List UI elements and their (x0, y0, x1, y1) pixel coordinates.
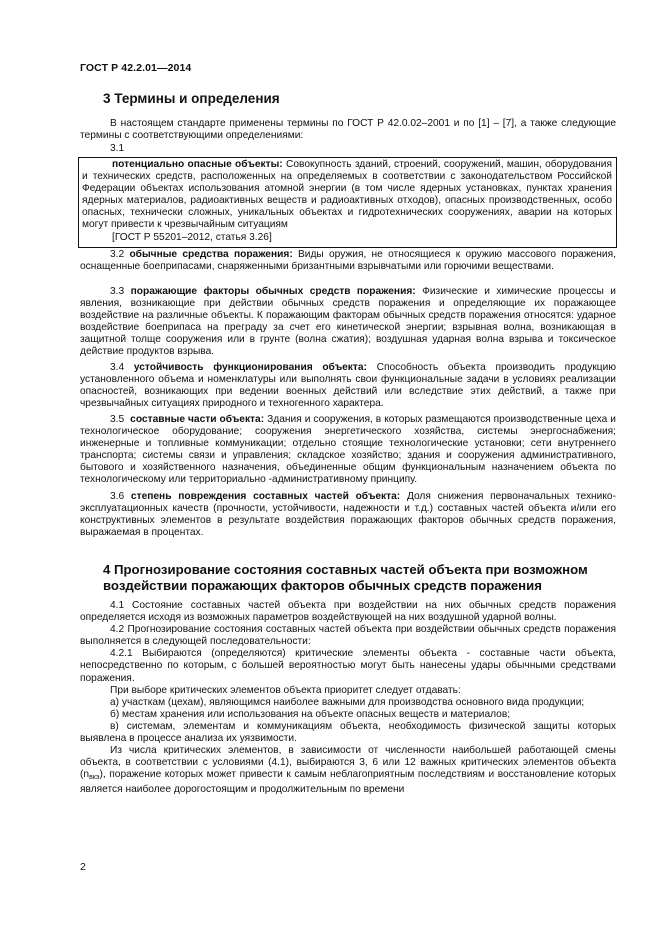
term-3-4-number: 3.4 (110, 362, 125, 373)
term-3-6-number: 3.6 (110, 491, 125, 502)
term-3-4-term: устойчивость функционирования объекта: (133, 362, 367, 373)
document-header: ГОСТ Р 42.2.01—2014 (80, 62, 192, 74)
paragraph-4-2-1: 4.2.1 Выбираются (определяются) критические элементы объекта - составные части объекта, непосредственно по которым, с большей вероятностью могут быть нанесены удары обычными средствами поражения. (80, 648, 616, 684)
term-3-3-definition: Физические и химические процессы и явления, возникающие при действии обычных средств поражения и определяющие их поражающее воздействие на различные объекты. К поражающим факторам обычных средств поражения относятся: ударное воздействие боеприпаса на преграду за счет его кинетической энергии; взрывная волна, возникающая в защитной толще сооружения или в грунте (волна сжатия); воздушная ударная волна взрыва и токсическое действие продуктов взрыва. (80, 286, 616, 358)
term-3-5-number: 3.5 (110, 414, 125, 425)
term-3-4 (80, 362, 616, 410)
critical-elements-subscript: вкэ (89, 774, 100, 782)
section-4-body (80, 600, 616, 797)
term-3-1-block (82, 159, 612, 244)
critical-elements-text-b: ), поражение которых может привести к самым неблагоприятным последствиям и восстановление которых является наиболее дорогостоящим и продолжительным по времени (80, 769, 616, 796)
term-3-2-number: 3.2 (110, 249, 125, 260)
term-3-6 (80, 491, 616, 539)
critical-elements-text-a: Из числа критических элементов, в зависимости от численности наибольшей работающей смены объекта, в соответствии с условиями (4.1), выбираются 3, 6 или 12 важных критических элементов объекта (n (80, 745, 616, 781)
term-3-5-definition: Здания и сооружения, в которых размещаются производственные цеха и технологическое оборудование; сооружения энергетического хозяйства, системы энергоснабжения; инженерные и топливные коммуникации; отдельно стоящие технологические установки; сети внутреннего транспорта; системы связи и управления; складское хозяйство; здания и сооружения административного, бытового и хозяйственного назначения, объединенные общим функциональным назначением объекта по технологическому или территориально -административному принципу. (80, 414, 616, 486)
paragraph-4-1: 4.1 Состояние составных частей объекта при воздействии на них обычных средств поражения определяется исходя из возможных параметров воздействующей на них воздушной ударной волны. (80, 600, 616, 624)
term-3-6-term: степень повреждения составных частей объекта: (130, 491, 401, 502)
term-3-2 (80, 249, 616, 273)
section-3-title: 3 Термины и определения (103, 91, 280, 106)
paragraph-4-2: 4.2 Прогнозирование состояния составных частей объекта при воздействии обычных средств поражения выполняется в следующей последовательности: (80, 624, 616, 648)
term-3-3-number: 3.3 (110, 286, 125, 297)
list-item-c: в) системам, элементам и коммуникациям объекта, необходимость физической защиты которых выявлена в процессе анализа их уязвимости. (80, 720, 616, 745)
term-3-4-definition: Способность объекта производить продукцию установленного объема и номенклатуры или выполнять свои функциональные задачи в условиях реализации опасностей, возникающих при ведении военных действий или вследствие этих действий, а также при чрезвычайных ситуациях природного и техногенного характера. (80, 362, 616, 410)
term-3-2-term: обычные средства поражения: (129, 249, 293, 260)
section-3-intro: В настоящем стандарте применены термины по ГОСТ Р 42.0.02–2001 и по [1] – [7], а также следующие термины с соответствующими определениями: (80, 118, 616, 142)
term-3-3-term: поражающие факторы обычных средств поражения: (130, 286, 416, 297)
term-3-1-term: потенциально опасные объекты: (112, 159, 283, 170)
term-3-5 (80, 414, 616, 487)
section-4-title: 4 Прогнозирование состояния составных частей объекта при возможном воздействии поражающих факторов обычных средств поражения (103, 562, 588, 593)
term-3-3 (80, 286, 616, 359)
priority-intro: При выборе критических элементов объекта приоритет следует отдавать: (110, 684, 461, 696)
term-3-1-definition: Совокупность зданий, строений, сооружений, машин, оборудования и технических средств, расположенных на определяемых в соответствии с законодательством Российской Федерации объектах использования атомной энергии (в том числе ядерных установках, пунктах хранения ядерных материалов, радиоактивных веществ и радиоактивных отходов), опасных производственных, особо опасных, технически сложных, уникальных объектах и гидротехнических сооружениях, аварии на которых могут привести к чрезвычайным ситуациям (82, 159, 612, 231)
term-3-1-paragraph (82, 159, 612, 232)
term-3-6-definition: Доля снижения первоначальных технико-эксплуатационных качеств (прочности, устойчивости, надежности и т.д.) составных частей объекта и/или его конструктивных элементов в результате воздействия поражающих факторов обычных средств поражения, выражаемая в процентах. (80, 491, 616, 539)
term-3-1-reference: [ГОСТ Р 55201–2012, статья 3.26] (112, 231, 272, 243)
list-item-b: б) местам хранения или использования на объекте опасных веществ и материалов; (110, 708, 511, 720)
page-number: 2 (80, 861, 86, 873)
list-item-a: а) участкам (цехам), являющимся наиболее важными для производства основного вида продукции; (110, 696, 585, 708)
critical-elements-paragraph (80, 745, 616, 796)
term-3-5-term: составные части объекта: (130, 414, 265, 425)
term-3-1-number: 3.1 (110, 143, 125, 154)
term-3-2-definition: Виды оружия, не относящиеся к оружию массового поражения, оснащенные боеприпасами, снаряженными бризантными взрывчатыми или горючими веществами. (80, 249, 616, 273)
